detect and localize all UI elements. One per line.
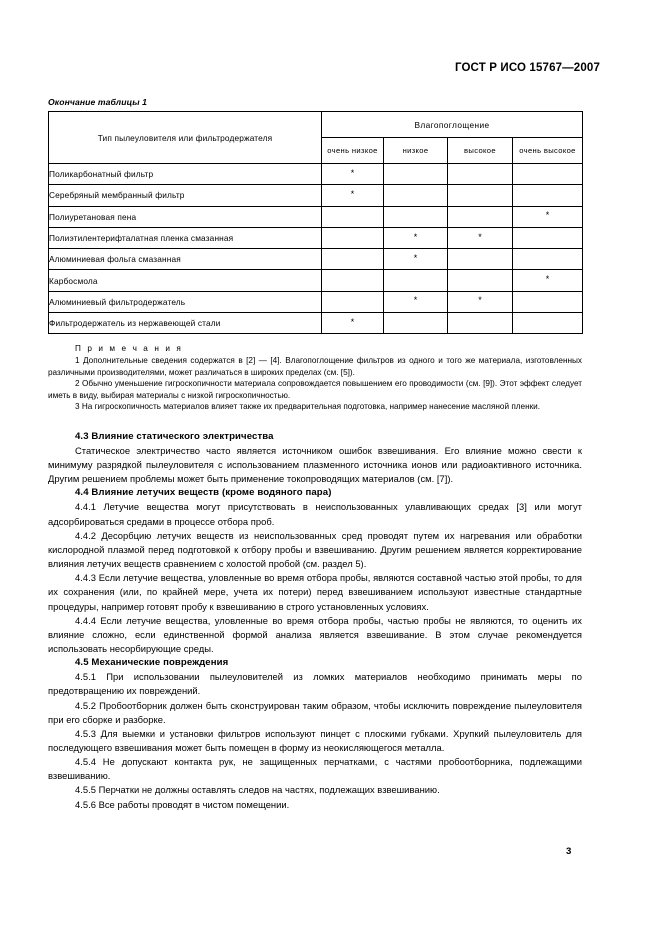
cell-empty [322, 270, 384, 291]
section-heading-4-4: 4.4 Влияние летучих веществ (кроме водяного пара) [75, 487, 332, 499]
header-very-low: очень низкое [322, 138, 384, 164]
cell-empty [513, 313, 583, 334]
cell-empty [513, 249, 583, 270]
clause-4-4-3: 4.4.3 Если летучие вещества, уловленные во время отбора пробы, являются составной частью этой пробы, то для их сохранения (или, по крайней мере, учета их потери) перед взвешиванием используют известные стандартные процедуры, например готовят пробу к взвешиванию в строго установленных условиях. [48, 572, 582, 612]
table-row [49, 227, 583, 248]
note-item: 2 Обычно уменьшение гигроскопичности материала сопровождается повышением его проводимости (см. [9]). Этот эффект следует иметь в виду, выбирая материалы с низкой гигроскопичностью. [48, 379, 582, 400]
asterisk-icon: * [545, 210, 550, 221]
cell-empty [322, 249, 384, 270]
cell-marked [322, 164, 384, 185]
cell-marked [513, 270, 583, 291]
header-moisture-absorption: Влагопоглощение [322, 112, 583, 138]
cell-empty [513, 291, 583, 312]
clause-4-5-1: 4.5.1 При использовании пылеуловителей из ломких материалов необходимо принимать меры по предотвращению их повреждений. [48, 671, 582, 697]
table-row [49, 313, 583, 334]
cell-empty [448, 185, 513, 206]
cell-empty [448, 164, 513, 185]
asterisk-icon: * [413, 252, 418, 263]
cell-marked [384, 291, 448, 312]
cell-empty [322, 291, 384, 312]
cell-empty [448, 270, 513, 291]
cell-marked [384, 227, 448, 248]
section-heading-4-3: 4.3 Влияние статического электричества [75, 431, 274, 442]
row-label: Полиэтилентерифталатная пленка смазанная [49, 227, 322, 248]
asterisk-icon: * [413, 231, 418, 242]
cell-empty [384, 270, 448, 291]
note-item: 3 На гигроскопичность материалов влияет также их предварительная подготовка, например нанесение масляной пленки. [75, 402, 541, 412]
header-very-high: очень высокое [513, 138, 583, 164]
asterisk-icon: * [350, 167, 355, 178]
clause-4-4-2: 4.4.2 Десорбцию летучих веществ из неиспользованных сред проводят путем их нагревания или обработки кислородной плазмой перед подготовкой к отбору пробы и взвешиванию. Другим решением является корректирование влияния летучих веществ сравнением с холостой пробой (см. раздел 5). [48, 529, 582, 570]
row-label: Фильтродержатель из нержавеющей стали [49, 313, 322, 334]
row-label: Алюминиевая фольга смазанная [49, 249, 322, 270]
table-caption: Окончание таблицы 1 [48, 97, 148, 107]
table-row [49, 164, 583, 185]
table-1-container [48, 111, 582, 334]
asterisk-icon: * [350, 316, 355, 327]
standard-header: ГОСТ Р ИСО 15767—2007 [454, 62, 600, 74]
row-label: Карбосмола [49, 270, 322, 291]
notes-title: П р и м е ч а н и я [75, 344, 183, 353]
asterisk-icon: * [413, 295, 418, 306]
cell-empty [384, 164, 448, 185]
cell-empty [448, 313, 513, 334]
header-high: высокое [448, 138, 513, 164]
cell-marked [322, 185, 384, 206]
clause-4-4-4: 4.4.4 Если летучие вещества, уловленные во время отбора пробы, частью пробы не являются, то оценить их влияние сложно, если единственной формой анализа является взвешивание. В этом случае рекомендуется использовать несорбирующие среды. [48, 614, 582, 655]
cell-marked [448, 291, 513, 312]
asterisk-icon: * [478, 295, 482, 306]
section-heading-4-5: 4.5 Механические повреждения [75, 657, 229, 669]
clause-4-4-1: 4.4.1 Летучие вещества могут присутствовать в неиспользованных улавливающих средах [3] или могут адсорбироваться средами в процессе отбора проб. [48, 501, 582, 527]
cell-empty [513, 185, 583, 206]
cell-empty [384, 313, 448, 334]
clause-4-5-2: 4.5.2 Пробоотборник должен быть сконструирован таким образом, чтобы исключить повреждение пылеуловителя при его сборке и разборке. [48, 699, 582, 725]
table-head [49, 112, 583, 164]
table-header-row-1 [49, 112, 583, 138]
cell-marked [513, 206, 583, 227]
page-number: 3 [566, 846, 572, 857]
cell-marked [322, 313, 384, 334]
table-row [49, 249, 583, 270]
clause-4-5-6: 4.5.6 Все работы проводят в чистом помещении. [75, 798, 290, 810]
header-low: низкое [384, 138, 448, 164]
row-label: Алюминиевый фильтродержатель [49, 291, 322, 312]
table-notes [48, 343, 582, 413]
row-label: Полиуретановая пена [49, 206, 322, 227]
note-item: 1 Дополнительные сведения содержатся в [2] — [4]. Влагопоглощение фильтров из одного и того же материала, изготовленных различными производителями, может различаться в широких пределах (см. [5]). [48, 356, 582, 377]
moisture-absorption-table [48, 111, 583, 334]
row-label: Поликарбонатный фильтр [49, 164, 322, 185]
document-body [48, 430, 582, 812]
cell-empty [448, 249, 513, 270]
cell-marked [384, 249, 448, 270]
clause-4-5-3: 4.5.3 Для выемки и установки фильтров используют пинцет с плоскими губками. Хрупкий пылеуловитель для последующего взвешивания может быть помещен в форму из неокисляющегося металла. [48, 727, 582, 753]
cell-marked [448, 227, 513, 248]
cell-empty [322, 206, 384, 227]
cell-empty [322, 227, 384, 248]
table-row [49, 270, 583, 291]
cell-empty [384, 206, 448, 227]
row-label: Серебряный мембранный фильтр [49, 185, 322, 206]
table-row [49, 185, 583, 206]
header-collector-type: Тип пылеуловителя или фильтродержателя [49, 112, 322, 164]
cell-empty [448, 206, 513, 227]
asterisk-icon: * [350, 188, 355, 199]
table-row [49, 206, 583, 227]
asterisk-icon: * [545, 274, 550, 285]
clause-4-5-5: 4.5.5 Перчатки не должны оставлять следов на частях, подлежащих взвешиванию. [75, 784, 440, 796]
clause-4-5-4: 4.5.4 Не допускают контакта рук, не защищенных перчатками, с частями пробоотборника, подлежащими взвешиванию. [48, 756, 582, 782]
section-4-3-paragraph: Статическое электричество часто является источником ошибок взвешивания. Его влияние можно свести к минимуму разрядкой пылеуловителя с использованием плазменного источника ионов или радиоактивного источника. Другим решением проблемы может быть применение токопроводящих материалов (см. [7]). [48, 445, 582, 485]
cell-empty [513, 164, 583, 185]
asterisk-icon: * [478, 231, 482, 242]
table-row [49, 291, 583, 312]
table-body [49, 164, 583, 334]
cell-empty [513, 227, 583, 248]
cell-empty [384, 185, 448, 206]
